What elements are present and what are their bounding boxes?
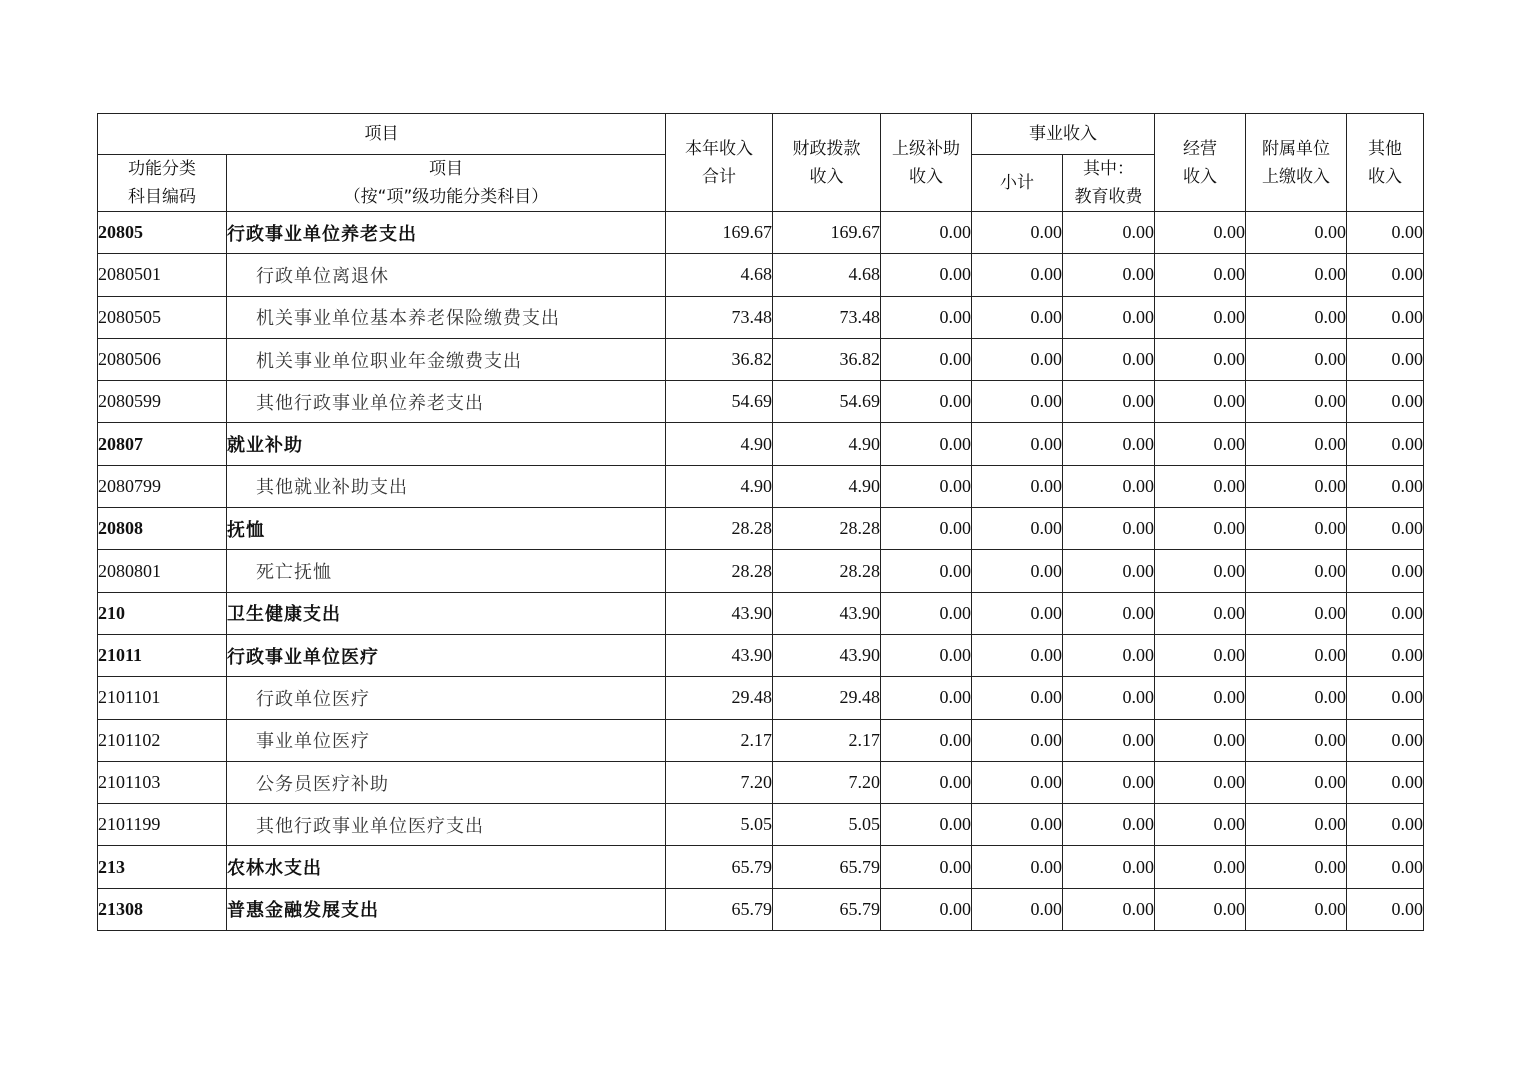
cell-other: 0.00 — [1347, 508, 1424, 550]
cell-total: 2.17 — [666, 719, 773, 761]
cell-superior: 0.00 — [881, 592, 972, 634]
cell-code: 2080501 — [98, 254, 227, 296]
cell-code: 20808 — [98, 508, 227, 550]
cell-superior: 0.00 — [881, 846, 972, 888]
cell-name: 行政单位离退休 — [227, 254, 666, 296]
header-total-line2: 合计 — [702, 166, 736, 187]
cell-affiliated: 0.00 — [1246, 719, 1347, 761]
header-superior-line1: 上级补助 — [892, 138, 960, 159]
cell-fiscal: 73.48 — [773, 296, 881, 338]
cell-affiliated: 0.00 — [1246, 677, 1347, 719]
header-func-code — [98, 155, 227, 212]
cell-edu: 0.00 — [1063, 719, 1155, 761]
cell-name: 其他行政事业单位养老支出 — [227, 381, 666, 423]
cell-fiscal: 43.90 — [773, 592, 881, 634]
cell-code: 2080505 — [98, 296, 227, 338]
cell-edu: 0.00 — [1063, 338, 1155, 380]
cell-affiliated: 0.00 — [1246, 423, 1347, 465]
cell-superior: 0.00 — [881, 212, 972, 254]
cell-total: 7.20 — [666, 761, 773, 803]
header-business-group: 事业收入 — [972, 114, 1155, 155]
cell-other: 0.00 — [1347, 677, 1424, 719]
cell-subtotal: 0.00 — [972, 508, 1063, 550]
cell-name: 普惠金融发展支出 — [227, 888, 666, 930]
cell-fiscal: 4.90 — [773, 465, 881, 507]
header-edu-line1: 其中： — [1083, 159, 1134, 179]
cell-name: 机关事业单位职业年金缴费支出 — [227, 338, 666, 380]
table-row — [98, 212, 1424, 254]
header-item-name — [227, 155, 666, 212]
cell-superior: 0.00 — [881, 254, 972, 296]
cell-affiliated: 0.00 — [1246, 338, 1347, 380]
header-superior — [881, 114, 972, 212]
cell-edu: 0.00 — [1063, 381, 1155, 423]
table-row — [98, 592, 1424, 634]
cell-subtotal: 0.00 — [972, 804, 1063, 846]
cell-affiliated: 0.00 — [1246, 592, 1347, 634]
table-row — [98, 846, 1424, 888]
header-operating — [1155, 114, 1246, 212]
header-operating-line1: 经营 — [1183, 138, 1217, 159]
cell-name: 卫生健康支出 — [227, 592, 666, 634]
cell-total: 43.90 — [666, 634, 773, 676]
cell-total: 4.90 — [666, 465, 773, 507]
cell-edu: 0.00 — [1063, 761, 1155, 803]
cell-other: 0.00 — [1347, 804, 1424, 846]
table-row — [98, 677, 1424, 719]
cell-superior: 0.00 — [881, 804, 972, 846]
cell-other: 0.00 — [1347, 254, 1424, 296]
cell-name: 事业单位医疗 — [227, 719, 666, 761]
cell-affiliated: 0.00 — [1246, 846, 1347, 888]
cell-code: 20805 — [98, 212, 227, 254]
header-affiliated-line2: 上缴收入 — [1262, 166, 1330, 187]
header-edu — [1063, 155, 1155, 212]
cell-code: 2101102 — [98, 719, 227, 761]
cell-edu: 0.00 — [1063, 677, 1155, 719]
cell-fiscal: 28.28 — [773, 550, 881, 592]
cell-affiliated: 0.00 — [1246, 296, 1347, 338]
header-superior-line2: 收入 — [909, 166, 943, 187]
cell-total: 4.90 — [666, 423, 773, 465]
cell-edu: 0.00 — [1063, 508, 1155, 550]
cell-total: 29.48 — [666, 677, 773, 719]
header-item-name-line1: 项目 — [429, 159, 463, 179]
header-fiscal-line2: 收入 — [809, 166, 844, 187]
cell-edu: 0.00 — [1063, 804, 1155, 846]
cell-edu: 0.00 — [1063, 423, 1155, 465]
cell-other: 0.00 — [1347, 634, 1424, 676]
cell-edu: 0.00 — [1063, 212, 1155, 254]
header-total-line1: 本年收入 — [685, 138, 753, 159]
header-item-group: 项目 — [98, 114, 666, 155]
cell-operating: 0.00 — [1155, 381, 1246, 423]
cell-superior: 0.00 — [881, 761, 972, 803]
cell-total: 36.82 — [666, 338, 773, 380]
cell-code: 2080799 — [98, 465, 227, 507]
cell-other: 0.00 — [1347, 846, 1424, 888]
cell-edu: 0.00 — [1063, 888, 1155, 930]
table-row — [98, 423, 1424, 465]
table-row — [98, 296, 1424, 338]
cell-code: 2080801 — [98, 550, 227, 592]
cell-subtotal: 0.00 — [972, 719, 1063, 761]
cell-operating: 0.00 — [1155, 296, 1246, 338]
cell-operating: 0.00 — [1155, 761, 1246, 803]
cell-affiliated: 0.00 — [1246, 550, 1347, 592]
cell-fiscal: 29.48 — [773, 677, 881, 719]
table-row — [98, 465, 1424, 507]
cell-subtotal: 0.00 — [972, 592, 1063, 634]
cell-affiliated: 0.00 — [1246, 804, 1347, 846]
cell-superior: 0.00 — [881, 423, 972, 465]
table-row — [98, 550, 1424, 592]
cell-operating: 0.00 — [1155, 508, 1246, 550]
cell-total: 5.05 — [666, 804, 773, 846]
cell-affiliated: 0.00 — [1246, 761, 1347, 803]
cell-fiscal: 36.82 — [773, 338, 881, 380]
cell-superior: 0.00 — [881, 465, 972, 507]
cell-operating: 0.00 — [1155, 804, 1246, 846]
cell-fiscal: 5.05 — [773, 804, 881, 846]
cell-operating: 0.00 — [1155, 719, 1246, 761]
cell-name: 死亡抚恤 — [227, 550, 666, 592]
cell-affiliated: 0.00 — [1246, 381, 1347, 423]
cell-subtotal: 0.00 — [972, 846, 1063, 888]
cell-name: 就业补助 — [227, 423, 666, 465]
cell-code: 2080506 — [98, 338, 227, 380]
cell-fiscal: 43.90 — [773, 634, 881, 676]
cell-subtotal: 0.00 — [972, 677, 1063, 719]
table-row — [98, 254, 1424, 296]
cell-other: 0.00 — [1347, 761, 1424, 803]
cell-code: 20807 — [98, 423, 227, 465]
cell-fiscal: 65.79 — [773, 888, 881, 930]
header-item-name-line2: （按“项”级功能分类科目） — [343, 187, 549, 207]
cell-operating: 0.00 — [1155, 465, 1246, 507]
cell-affiliated: 0.00 — [1246, 465, 1347, 507]
cell-fiscal: 4.68 — [773, 254, 881, 296]
cell-operating: 0.00 — [1155, 846, 1246, 888]
cell-code: 210 — [98, 592, 227, 634]
cell-superior: 0.00 — [881, 508, 972, 550]
cell-operating: 0.00 — [1155, 634, 1246, 676]
header-subtotal: 小计 — [972, 155, 1063, 212]
table-row — [98, 888, 1424, 930]
header-total — [666, 114, 773, 212]
cell-superior: 0.00 — [881, 719, 972, 761]
cell-subtotal: 0.00 — [972, 550, 1063, 592]
cell-code: 21011 — [98, 634, 227, 676]
cell-code: 2080599 — [98, 381, 227, 423]
cell-code: 213 — [98, 846, 227, 888]
header-other — [1347, 114, 1424, 212]
cell-affiliated: 0.00 — [1246, 508, 1347, 550]
cell-total: 28.28 — [666, 508, 773, 550]
cell-fiscal: 7.20 — [773, 761, 881, 803]
cell-edu: 0.00 — [1063, 592, 1155, 634]
cell-affiliated: 0.00 — [1246, 634, 1347, 676]
cell-name: 其他行政事业单位医疗支出 — [227, 804, 666, 846]
cell-operating: 0.00 — [1155, 550, 1246, 592]
header-func-code-line1: 功能分类 — [128, 159, 196, 179]
cell-code: 2101101 — [98, 677, 227, 719]
cell-edu: 0.00 — [1063, 634, 1155, 676]
table-row — [98, 719, 1424, 761]
header-fiscal — [773, 114, 881, 212]
cell-affiliated: 0.00 — [1246, 254, 1347, 296]
cell-other: 0.00 — [1347, 465, 1424, 507]
cell-subtotal: 0.00 — [972, 423, 1063, 465]
table-row — [98, 804, 1424, 846]
cell-name: 行政事业单位养老支出 — [227, 212, 666, 254]
cell-subtotal: 0.00 — [972, 634, 1063, 676]
cell-total: 4.68 — [666, 254, 773, 296]
cell-other: 0.00 — [1347, 592, 1424, 634]
cell-operating: 0.00 — [1155, 592, 1246, 634]
cell-name: 行政单位医疗 — [227, 677, 666, 719]
cell-operating: 0.00 — [1155, 338, 1246, 380]
cell-operating: 0.00 — [1155, 677, 1246, 719]
header-fiscal-line1: 财政拨款 — [792, 138, 861, 159]
cell-subtotal: 0.00 — [972, 888, 1063, 930]
table-row — [98, 634, 1424, 676]
cell-fiscal: 28.28 — [773, 508, 881, 550]
cell-superior: 0.00 — [881, 677, 972, 719]
header-func-code-line2: 科目编码 — [128, 187, 196, 207]
cell-fiscal: 65.79 — [773, 846, 881, 888]
cell-affiliated: 0.00 — [1246, 888, 1347, 930]
header-edu-line2: 教育收费 — [1074, 187, 1143, 207]
cell-subtotal: 0.00 — [972, 381, 1063, 423]
cell-total: 73.48 — [666, 296, 773, 338]
cell-other: 0.00 — [1347, 888, 1424, 930]
cell-name: 行政事业单位医疗 — [227, 634, 666, 676]
cell-affiliated: 0.00 — [1246, 212, 1347, 254]
cell-operating: 0.00 — [1155, 254, 1246, 296]
cell-total: 54.69 — [666, 381, 773, 423]
cell-total: 28.28 — [666, 550, 773, 592]
cell-superior: 0.00 — [881, 338, 972, 380]
cell-other: 0.00 — [1347, 550, 1424, 592]
header-affiliated — [1246, 114, 1347, 212]
cell-superior: 0.00 — [881, 888, 972, 930]
cell-other: 0.00 — [1347, 719, 1424, 761]
cell-superior: 0.00 — [881, 296, 972, 338]
cell-edu: 0.00 — [1063, 465, 1155, 507]
table-row — [98, 761, 1424, 803]
header-other-line1: 其他 — [1368, 138, 1402, 159]
cell-subtotal: 0.00 — [972, 465, 1063, 507]
cell-superior: 0.00 — [881, 634, 972, 676]
cell-superior: 0.00 — [881, 550, 972, 592]
cell-other: 0.00 — [1347, 212, 1424, 254]
cell-other: 0.00 — [1347, 381, 1424, 423]
cell-name: 抚恤 — [227, 508, 666, 550]
income-budget-table — [97, 113, 1424, 931]
cell-fiscal: 54.69 — [773, 381, 881, 423]
cell-name: 公务员医疗补助 — [227, 761, 666, 803]
cell-other: 0.00 — [1347, 338, 1424, 380]
cell-code: 2101103 — [98, 761, 227, 803]
cell-name: 农林水支出 — [227, 846, 666, 888]
cell-subtotal: 0.00 — [972, 254, 1063, 296]
cell-name: 机关事业单位基本养老保险缴费支出 — [227, 296, 666, 338]
cell-edu: 0.00 — [1063, 846, 1155, 888]
cell-operating: 0.00 — [1155, 423, 1246, 465]
cell-total: 43.90 — [666, 592, 773, 634]
cell-code: 21308 — [98, 888, 227, 930]
cell-edu: 0.00 — [1063, 550, 1155, 592]
header-affiliated-line1: 附属单位 — [1262, 138, 1330, 159]
cell-other: 0.00 — [1347, 296, 1424, 338]
table-body — [98, 212, 1424, 931]
header-other-line2: 收入 — [1368, 166, 1402, 187]
cell-edu: 0.00 — [1063, 254, 1155, 296]
header-operating-line2: 收入 — [1183, 166, 1217, 187]
cell-total: 65.79 — [666, 888, 773, 930]
cell-subtotal: 0.00 — [972, 338, 1063, 380]
cell-other: 0.00 — [1347, 423, 1424, 465]
cell-subtotal: 0.00 — [972, 212, 1063, 254]
table-row — [98, 381, 1424, 423]
table-row — [98, 508, 1424, 550]
table-row — [98, 338, 1424, 380]
cell-subtotal: 0.00 — [972, 761, 1063, 803]
cell-edu: 0.00 — [1063, 296, 1155, 338]
cell-fiscal: 169.67 — [773, 212, 881, 254]
cell-superior: 0.00 — [881, 381, 972, 423]
cell-fiscal: 2.17 — [773, 719, 881, 761]
cell-subtotal: 0.00 — [972, 296, 1063, 338]
cell-total: 169.67 — [666, 212, 773, 254]
cell-total: 65.79 — [666, 846, 773, 888]
cell-operating: 0.00 — [1155, 888, 1246, 930]
cell-name: 其他就业补助支出 — [227, 465, 666, 507]
cell-operating: 0.00 — [1155, 212, 1246, 254]
cell-code: 2101199 — [98, 804, 227, 846]
cell-fiscal: 4.90 — [773, 423, 881, 465]
